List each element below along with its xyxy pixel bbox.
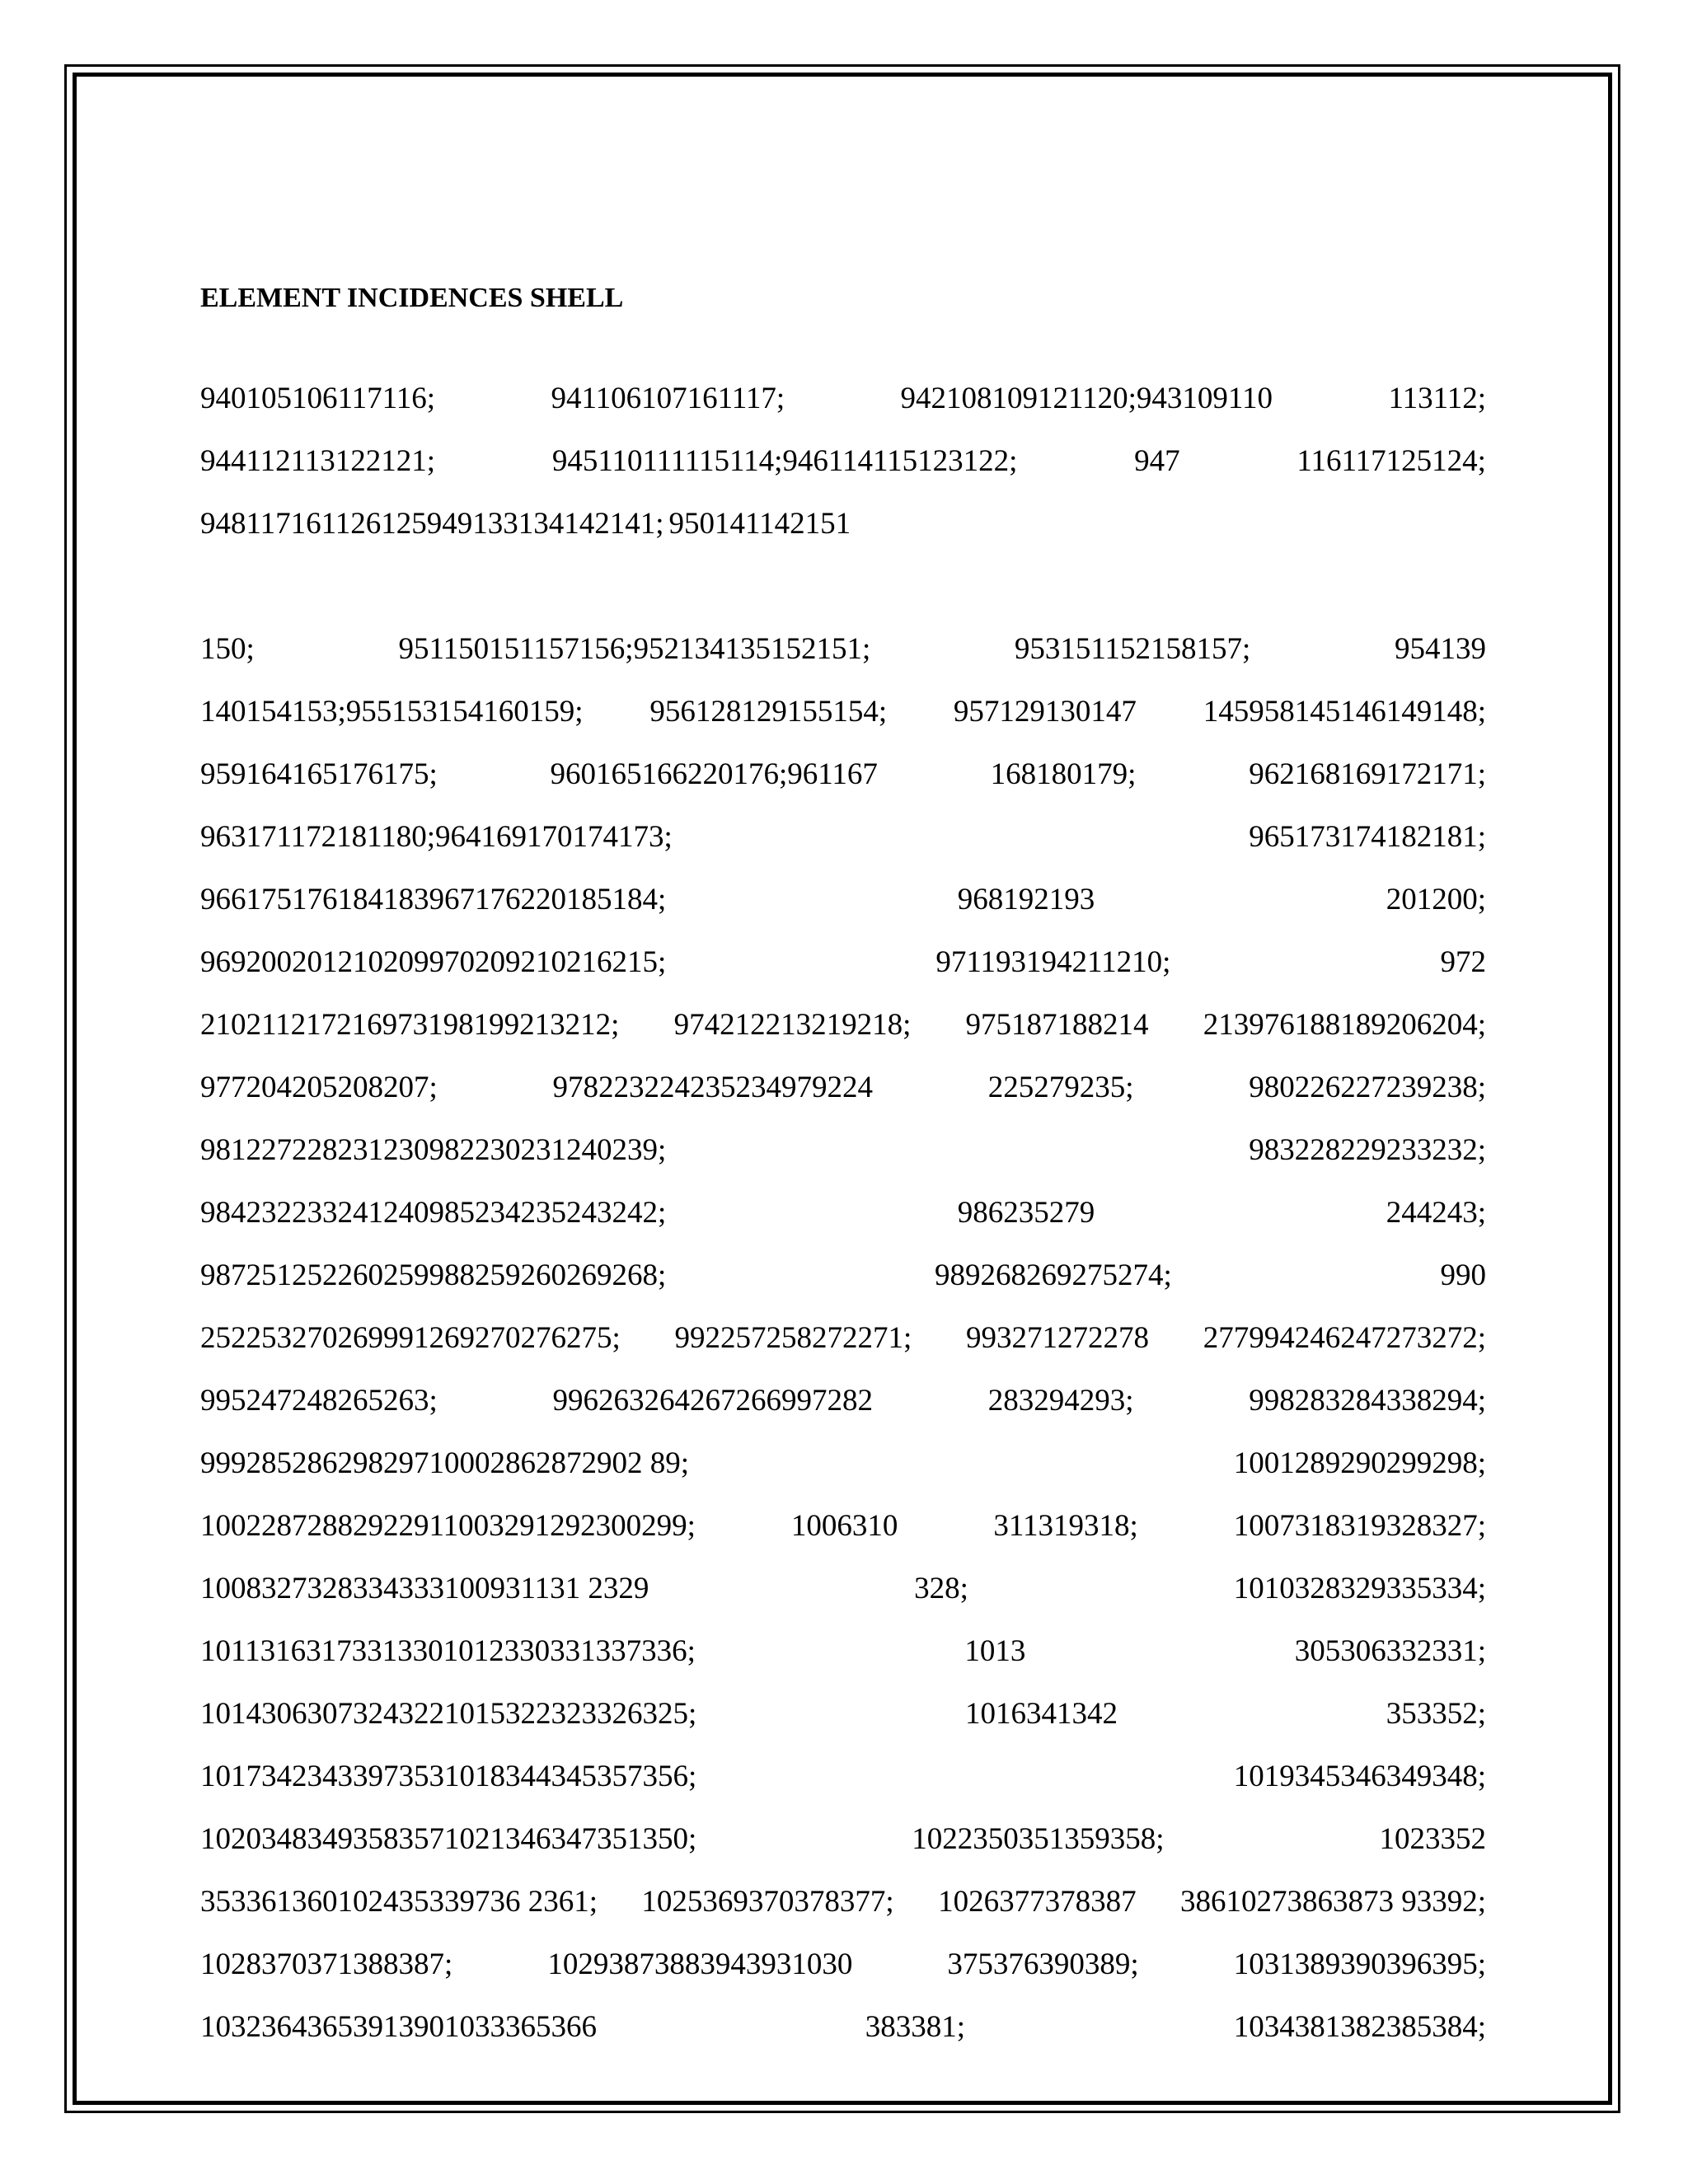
incidence-token: 965173174182181;	[1249, 820, 1486, 854]
incidence-token: 1028370371388387;	[200, 1947, 453, 1981]
incidence-token: 993271272278	[966, 1321, 1149, 1355]
incidence-token: 10173423433973531018344345357356;	[200, 1760, 697, 1793]
incidence-token: 972	[1440, 945, 1486, 979]
incidence-token: 38610273863873 93392;	[1179, 1885, 1486, 1919]
incidence-line	[200, 1119, 1486, 1182]
incidence-token: 1007318319328327;	[1233, 1509, 1486, 1543]
incidence-token: 10143063073243221015322323326325;	[200, 1697, 697, 1731]
incidence-line	[200, 806, 1486, 869]
incidence-token: 947	[1134, 444, 1180, 478]
incidence-token: 1026377378387	[938, 1885, 1137, 1919]
document-body	[200, 282, 1486, 2059]
incidence-token: 951150151157156;952134135152151;	[398, 632, 871, 666]
incidence-line	[200, 1182, 1486, 1244]
incidence-token: 1001289290299298;	[1233, 1446, 1486, 1480]
incidence-token: 948117161126125949133134142141;	[200, 507, 664, 541]
incidence-token: 213976188189206204;	[1203, 1008, 1486, 1042]
incidence-token: 1022350351359358;	[912, 1822, 1165, 1856]
incidence-token: 974212213219218;	[673, 1008, 912, 1042]
incidence-token: 992257258272271;	[674, 1321, 912, 1355]
incidence-token: 996263264267266997282	[552, 1384, 873, 1418]
incidence-token: 1006310	[790, 1509, 898, 1543]
incidence-token: 986235279	[957, 1196, 1095, 1230]
incidence-line	[200, 493, 1486, 555]
incidence-token: 244243;	[1386, 1196, 1486, 1230]
incidence-token: 963171172181180;964169170174173;	[200, 820, 673, 854]
incidence-line	[200, 1432, 1486, 1495]
incidence-line	[200, 1620, 1486, 1683]
incidence-token: 945110111115114;946114115123122;	[551, 444, 1018, 478]
incidence-token: 954139	[1395, 632, 1486, 666]
incidence-token: 116117125124;	[1296, 444, 1486, 478]
incidence-token: 944112113122121;	[200, 444, 436, 478]
incidence-token: 942108109121120;943109110	[900, 382, 1273, 415]
incidence-token: 940105106117116;	[200, 382, 436, 415]
incidence-token: 956128129155154;	[649, 695, 888, 729]
section-title: ELEMENT INCIDENCES SHELL	[200, 283, 624, 313]
incidence-line	[200, 1307, 1486, 1370]
incidence-line	[200, 1996, 1486, 2059]
incidence-token: 168180179;	[990, 757, 1137, 791]
incidence-line	[200, 1683, 1486, 1746]
incidence-token: 283294293;	[987, 1384, 1134, 1418]
incidence-token: 941106107161117;	[551, 382, 785, 415]
incidence-line	[200, 681, 1486, 743]
incidence-token: 953151152158157;	[1014, 632, 1251, 666]
incidence-token: 305306332331;	[1294, 1634, 1486, 1668]
incidence-token: 962168169172171;	[1249, 757, 1486, 791]
incidence-token: 1025369370378377;	[641, 1885, 894, 1919]
incidence-token: 210211217216973198199213212;	[200, 1008, 620, 1042]
incidence-token: 968192193	[957, 883, 1095, 916]
incidence-token: 113112;	[1388, 382, 1486, 415]
incidence-token: 989268269275274;	[935, 1258, 1172, 1292]
incidence-token: 971193194211210;	[935, 945, 1171, 979]
incidence-line	[200, 994, 1486, 1057]
incidence-token: 10113163173313301012330331337336;	[200, 1634, 696, 1668]
incidence-token: 140154153;955153154160159;	[200, 695, 584, 729]
incidence-token: 277994246247273272;	[1203, 1321, 1486, 1355]
incidence-token: 225279235;	[987, 1071, 1134, 1104]
incidence-token: 966175176184183967176220185184;	[200, 883, 667, 916]
incidence-token: 950141142151	[668, 507, 851, 541]
incidence-token: 99928528629829710002862872902 89;	[200, 1446, 690, 1480]
incidence-token: 1034381382385384;	[1233, 2010, 1486, 2044]
incidence-token: 10203483493583571021346347351350;	[200, 1822, 697, 1856]
incidence-token: 328;	[914, 1572, 968, 1605]
incidence-token: 1008327328334333100931131 2329	[200, 1572, 649, 1605]
incidence-line	[200, 931, 1486, 994]
incidence-line	[200, 1495, 1486, 1558]
incidence-token: 145958145146149148;	[1203, 695, 1486, 729]
incidence-token: 1016341342	[965, 1697, 1118, 1731]
incidence-line	[200, 1871, 1486, 1933]
incidence-token: 1031389390396395;	[1233, 1947, 1486, 1981]
incidence-line	[200, 1057, 1486, 1119]
incidence-token: 353361360102435339736 2361;	[200, 1885, 598, 1919]
incidence-line	[200, 430, 1486, 493]
incidence-token: 977204205208207;	[200, 1071, 438, 1104]
incidence-line	[200, 743, 1486, 806]
incidence-token: 998283284338294;	[1249, 1384, 1486, 1418]
incidence-token: 983228229233232;	[1249, 1133, 1486, 1167]
incidence-line	[200, 1370, 1486, 1432]
incidence-line	[200, 1933, 1486, 1996]
incidence-token: 201200;	[1386, 883, 1486, 916]
incidence-token: 10323643653913901033365366	[200, 2010, 597, 2044]
incidence-token: 990	[1440, 1258, 1486, 1292]
incidence-token: 984232233241240985234235243242;	[200, 1196, 667, 1230]
incidence-token: 1013	[964, 1634, 1026, 1668]
incidence-line	[200, 1808, 1486, 1871]
incidence-token: 353352;	[1386, 1697, 1486, 1731]
incidence-token: 150;	[200, 632, 255, 666]
incidence-token: 252253270269991269270276275;	[200, 1321, 621, 1355]
incidence-token: 987251252260259988259260269268;	[200, 1258, 667, 1292]
incidence-token: 375376390389;	[947, 1947, 1139, 1981]
incidence-token: 995247248265263;	[200, 1384, 438, 1418]
incidence-token: 975187188214	[965, 1008, 1149, 1042]
incidence-line	[200, 1244, 1486, 1307]
incidence-token: 1019345346349348;	[1233, 1760, 1486, 1793]
incidence-paragraph	[200, 368, 1486, 555]
incidence-line	[200, 368, 1486, 430]
incidence-token: 959164165176175;	[200, 757, 438, 791]
incidence-token: 957129130147	[953, 695, 1137, 729]
incidence-token: 10022872882922911003291292300299;	[200, 1509, 696, 1543]
incidence-paragraph	[200, 618, 1486, 2059]
incidence-token: 1010328329335334;	[1233, 1572, 1486, 1605]
incidence-token: 960165166220176;961167	[550, 757, 878, 791]
incidence-token: 981227228231230982230231240239;	[200, 1133, 667, 1167]
element-incidence-list	[200, 368, 1486, 2059]
incidence-token: 980226227239238;	[1249, 1071, 1486, 1104]
incidence-token: 311319318;	[993, 1509, 1138, 1543]
incidence-token: 978223224235234979224	[552, 1071, 873, 1104]
incidence-token: 1023352	[1379, 1822, 1486, 1856]
incidence-token: 969200201210209970209210216215;	[200, 945, 667, 979]
incidence-token: 10293873883943931030	[547, 1947, 853, 1981]
incidence-token: 383381;	[865, 2010, 965, 2044]
incidence-line	[200, 618, 1486, 681]
incidence-line	[200, 869, 1486, 931]
incidence-line	[200, 1746, 1486, 1808]
incidence-line	[200, 1558, 1486, 1620]
